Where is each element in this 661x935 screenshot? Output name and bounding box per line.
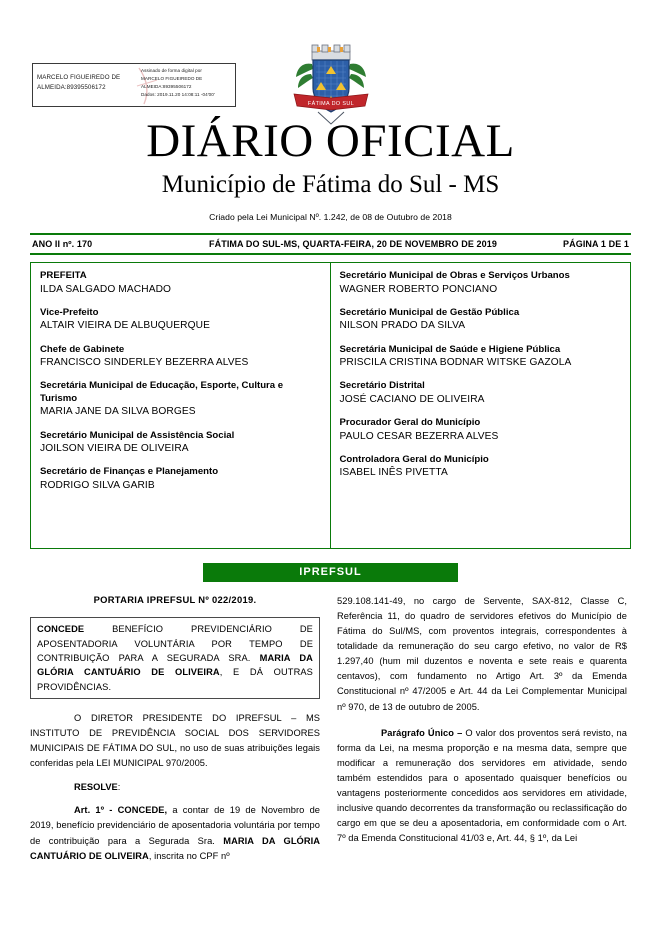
official-name: FRANCISCO SINDERLEY BEZERRA ALVES [40, 357, 249, 369]
official-entry [40, 307, 321, 333]
paragrafo-unico-paragraph [337, 726, 627, 846]
portaria-title: PORTARIA IPREFSUL Nº 022/2019. [93, 594, 257, 606]
signature-name-line: MARCELO FIGUEIREDO DE [37, 74, 121, 81]
official-entry [340, 270, 622, 296]
creation-law-line: Criado pela Lei Municipal Nº. 1.242, de 08 de Outubro de 2018 [209, 212, 452, 223]
official-entry [40, 344, 321, 370]
official-name: WAGNER ROBERTO PONCIANO [339, 283, 498, 295]
svg-text:FÁTIMA DO SUL: FÁTIMA DO SUL [307, 101, 354, 107]
official-name: NILSON PRADO DA SILVA [339, 320, 466, 332]
body-column-left [30, 594, 320, 874]
ementa-lead: CONCEDE [37, 624, 85, 635]
official-name: ALTAIR VIEIRA DE ALBUQUERQUE [40, 320, 210, 332]
officials-column-left [31, 263, 331, 548]
article-1-continuation [337, 594, 627, 714]
article-1-paragraph [30, 803, 320, 863]
official-entry [40, 270, 321, 296]
official-name: MARIA JANE DA SILVA BORGES [40, 406, 196, 418]
official-name: PRISCILA CRISTINA BODNAR WITSKE GAZOLA [339, 357, 572, 369]
signature-detail-line: ALMEIDA:89395506172 [141, 83, 192, 89]
official-entry [40, 430, 321, 456]
ementa-text-1: BENEFÍCIO PREVIDENCIÁRIO DE APOSENTADORIA VOLUNTÁRIA POR TEMPO DE CONTRIBUIÇÃO PARA A SEGURADA SRA. [37, 624, 313, 663]
issue-date: FÁTIMA DO SUL-MS, QUARTA-FEIRA, 20 DE NOVEMBRO DE 2019 [209, 239, 497, 250]
article-1-label: Art. 1º - [74, 805, 118, 816]
official-name: JOILSON VIEIRA DE OLIVEIRA [40, 443, 189, 454]
official-entry [340, 380, 622, 406]
official-entry [340, 454, 622, 480]
official-entry [40, 466, 321, 492]
officials-box [30, 262, 631, 549]
page-subtitle: Município de Fátima do Sul - MS [161, 170, 500, 198]
article-1-text-2-cont: 529.108.141-49, no cargo de Servente, SAX-812, Classe C, Referência 11, do quadro de servidores efetivos do Município de Fátima do Sul/MS, com proventos integrais, correspondentes à totalidade da remuneração do seu cargo efetivo, no valor de R$ 1.297,40 (hum mil duzentos e noventa e sete reais e quarenta centavos), com fundamento no Artigo Art. 3º da Emenda Constitucional nº 47/2005 e Art. 44 da Lei Complementar Municipal nº 970, de 13 de outubro de 2005. [337, 596, 627, 712]
paragrafo-unico-label: Parágrafo Único – [381, 727, 466, 738]
article-1-text-1: a contar de 19 de Novembro de 2019, benefício previdenciário de aposentadoria voluntária por tempo de contribuição para a Segurada Sra. [30, 805, 321, 846]
official-role: Procurador Geral do Município [339, 417, 481, 429]
official-name: ILDA SALGADO MACHADO [40, 283, 172, 295]
official-entry [340, 417, 622, 443]
official-entry [40, 380, 321, 418]
official-role: Secretário Distrital [339, 380, 425, 392]
ementa-text-2: , E DÁ OUTRAS PROVIDÊNCIAS. [37, 667, 313, 692]
issue-info-bar [30, 233, 631, 255]
official-role: Controladora Geral do Município [339, 453, 489, 465]
page-number: PÁGINA 1 DE 1 [563, 239, 629, 250]
body-column-right [337, 594, 627, 874]
official-name: RODRIGO SILVA GARIB [40, 479, 155, 491]
official-role: Secretário Municipal de Assistência Social [40, 429, 235, 441]
coat-of-arms [0, 36, 661, 128]
ementa-beneficiary-name: MARIA DA GLÓRIA CANTUÁRIO DE OLIVEIRA [37, 653, 313, 678]
official-name: JOSÉ CACIANO DE OLIVEIRA [339, 393, 485, 405]
signature-detail-line: Assinado de forma digital por [141, 68, 202, 73]
official-role: Secretário Municipal de Obras e Serviços Urbanos [339, 270, 570, 282]
official-role: Secretária Municipal de Educação, Esporte, Cultura e Turismo [40, 380, 284, 404]
resolve-label: RESOLVE [74, 782, 118, 793]
official-role: Secretária Municipal de Saúde e Higiene Pública [339, 343, 561, 355]
official-name: ISABEL INÊS PIVETTA [339, 467, 448, 479]
municipal-crest-icon [288, 36, 374, 128]
official-name: PAULO CESAR BEZERRA ALVES [339, 430, 499, 442]
signature-detail-line: MARCELO FIGUEIREDO DE [141, 75, 203, 81]
resolve-colon: : [117, 782, 121, 793]
page-title: DIÁRIO OFICIAL [146, 115, 515, 167]
official-entry [340, 307, 622, 333]
preamble-paragraph: O DIRETOR PRESIDENTE DO IPREFSUL – MS INSTITUTO DE PREVIDÊNCIA SOCIAL DOS SERVIDORES MUNICIPAIS DE FÁTIMA DO SUL, no uso de suas atribuições legais conferidas pela LEI MUNICIPAL 970/2005. [30, 713, 320, 769]
officials-column-right [331, 263, 631, 548]
official-role: Vice-Prefeito [40, 306, 99, 318]
official-role: PREFEITA [40, 270, 87, 282]
article-1-text-2: , inscrita no CPF nº [148, 850, 230, 861]
issue-number: ANO II nº. 170 [32, 239, 93, 250]
article-1-beneficiary-name: MARIA DA GLÓRIA CANTUÁRIO DE OLIVEIRA [30, 835, 320, 861]
official-role: Secretário Municipal de Gestão Pública [339, 306, 520, 318]
official-entry [340, 344, 622, 370]
resolve-line [30, 782, 320, 792]
official-role: Chefe de Gabinete [40, 343, 125, 355]
section-banner-iprefsul: IPREFSUL [203, 563, 458, 582]
signature-detail-line: Dados: 2019.11.20 14:08:11 -04'00' [141, 91, 215, 97]
body-columns [30, 594, 631, 874]
paragrafo-unico-text: O valor dos proventos será revisto, na forma da Lei, na mesma proporção e na mesma data, sempre que modificar a remuneração dos servidores em atividade, sendo também estendidos para o aposentado quaisquer benefícios ou vantagens posteriormente concedidos aos servidores em atividade, inclusive quando decorrentes da transformação ou reclassificação do cargo em que se deu a aposentadoria, em conformidade com o Art. 7º da Emenda Constitucional 41/03 e, Art. 44, § 1º, da Lei [337, 727, 627, 843]
ementa-box [30, 617, 320, 699]
article-1-concede: CONCEDE, [117, 805, 168, 816]
signature-name-line: ALMEIDA:89395506172 [37, 83, 106, 91]
official-role: Secretário de Finanças e Planejamento [40, 466, 219, 478]
